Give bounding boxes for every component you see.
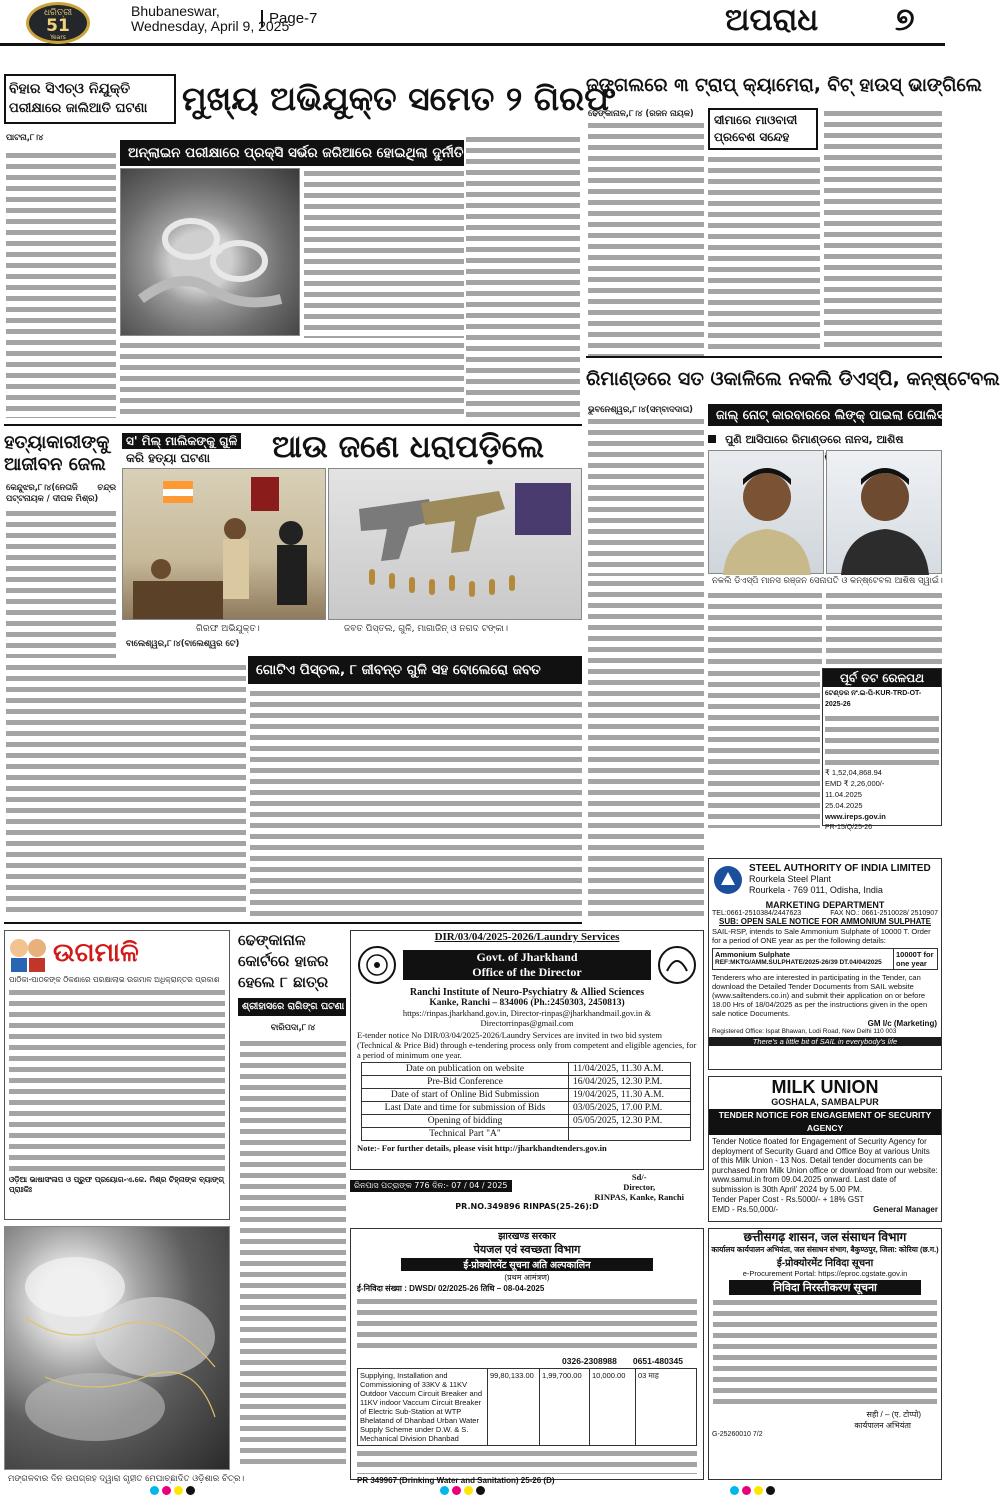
- tender-code: DIR/03/04/2025-2026/Laundry Services: [434, 931, 620, 943]
- handcuff-icon: [121, 169, 301, 337]
- subhead-text: ଗୋଟିଏ ପିସ୍ତଲ, ୮ ଜୀବନ୍ତ ଗୁଳି ସହ ବୋଲେରୋ ଜବତ: [256, 662, 541, 678]
- ad-notice: ई-प्रोक्योरमेंट निविदा सूचना: [776, 1258, 874, 1269]
- schedule-event: Date of start of Online Bid Submission: [362, 1089, 569, 1102]
- story1-kicker: [4, 74, 176, 124]
- schedule-date: 16/04/2025, 12.30 P.M.: [569, 1076, 691, 1089]
- story4-kicker: [122, 430, 272, 466]
- story6-headline: [238, 930, 346, 996]
- emd-amount: 2,26,000/-: [850, 779, 885, 788]
- ad-code: PR-15/Q/25-26: [825, 824, 873, 831]
- logo-top-text: ଧରିତ୍ରୀ: [43, 8, 73, 18]
- phone-number: 0326-2308988: [562, 1356, 617, 1366]
- story3-dateline: [6, 482, 116, 506]
- schedule-date: 05/05/2025, 12.30 P.M.: [569, 1115, 691, 1128]
- bullet-icon: [708, 435, 716, 443]
- ad-code: G-25260010 7/2: [712, 1431, 763, 1438]
- story2-headline: [586, 70, 982, 104]
- bullet-text: ପୁଣି ଆସିପାରେ ରିମାଣ୍ଡରେ ନାନସ, ଆଶିଷ: [725, 433, 904, 446]
- attempt-label: (प्रथम आमंत्रण): [504, 1273, 550, 1282]
- pr-number: PR 349967 (Drinking Water and Sanitation) 25-26 (D): [357, 1476, 555, 1485]
- headline-text: ରିମାଣ୍ଡରେ ସତ ଓକାଳିଲେ ନକଲି ଡିଏସ୍‌ପି, କନ୍‌ଷ୍ଟେବଲ: [586, 368, 1000, 390]
- rinpas-footer: [350, 1172, 704, 1226]
- story5-body-col1: [588, 404, 704, 576]
- ad-office: कार्यालय कार्यपालन अभियंता, जल संसाधन संभाग, बैकुण्ठपुर, जिला: कोरिया (छ.ग.): [711, 1245, 939, 1254]
- notice-subject: SUB: OPEN SALE NOTICE FOR AMMONIUM SULPHATE: [719, 917, 931, 926]
- dateline-text: ବାରିପଦା,୮।୪: [270, 1022, 316, 1032]
- arrest-photo: [122, 468, 326, 620]
- handcuffs-photo: [120, 168, 300, 336]
- police-photo-icon: [123, 469, 327, 621]
- story1-body-col4: [466, 134, 580, 420]
- signatory-office: RINPAS, Kanke, Ranchi: [594, 1192, 684, 1202]
- notice-body: Tenderers who are interested in participating in the Tender, can download the Detailed Tender Documents from SAIL website (www.sailtenders.co.in) and submit their application on or before 18.00 Hrs of 18/04/2025 as per the instructions given in the open sale notice Documents.: [712, 973, 928, 1018]
- logo-bottom-text: Years: [50, 34, 66, 41]
- schedule-event: Last Date and time for submission of Bids: [362, 1102, 569, 1115]
- milk-union-ad: [708, 1076, 942, 1222]
- schedule-event: Pre-Bid Conference: [362, 1076, 569, 1089]
- kicker-text: ଶ୍ରୀହାସରେ ରାଗିଙ୍ଗ ଘଟଣା: [242, 1001, 345, 1012]
- chhattisgarh-ad: [708, 1228, 942, 1480]
- estimated-cost: 99,80,133.00: [488, 1369, 540, 1445]
- city: Bhubaneswar,: [131, 3, 220, 19]
- department: पेयजल एवं स्वच्छता विभाग: [473, 1244, 581, 1256]
- story2-boxhead: [708, 108, 818, 150]
- govt-name: झारखण्ड सरकार: [498, 1231, 556, 1242]
- notice-body: Tender Notice floated for Engagement of Security Agency for deployment of Security Guard and Office Boy at various Units of this Milk Union - 13 Nos. Detail tender documents can be purchased from Milk Union office or download from our website: www.samul.in from 09.04.2025 onward. Last date of submission is 30th April' 2024 by 5.00 PM.: [712, 1137, 938, 1194]
- company-address: Rourkela - 769 011, Odisha, India: [749, 885, 883, 895]
- cartoon-character-icon: [5, 932, 49, 974]
- kicker-line: ସ' ମିଲ୍ ମାଲିକଙ୍କୁ ଗୁଳି: [122, 433, 241, 449]
- signature: Sd/-: [631, 1172, 647, 1182]
- work-duration: 03 माह: [638, 1371, 659, 1380]
- reference-number: REF:MKTG/AMM.SULPHATE/2025-26/39 DT.04/04/2025: [715, 959, 882, 966]
- subhead-text: ଜାଲ୍ ନୋଟ୍ କାରବାରରେ ଲିଙ୍କ୍ ପାଇଲା ପୋଲିସ: [716, 407, 945, 422]
- product-name: Ammonium Sulphate: [715, 950, 791, 959]
- tender-number: ଟେଣ୍ଡର ନଂ.ଇ-ପି-KUR-TRD-OT-2025-26: [825, 690, 922, 708]
- story4-body-col1: [6, 662, 246, 918]
- story4-dateline-row: [122, 638, 582, 656]
- newspaper-logo: [26, 2, 90, 44]
- emd-label: EMD ₹: [825, 779, 851, 788]
- section-title: ଅପରାଧ: [725, 2, 819, 38]
- schedule-row: [362, 1115, 691, 1128]
- signatory-title: कार्यपालन अभियंता: [854, 1421, 911, 1430]
- map-caption: ମଙ୍ଗଳବାର ଦିନ ଉପଗ୍ରହ ଦ୍ୱାରା ଗୃହୀତ ମେଘାଚ୍ଛାଦିତ ଓଡ଼ିଶାର ଚିତ୍ର।: [8, 1474, 245, 1484]
- ad-subtitle: TENDER NOTICE FOR ENGAGEMENT OF SECURITY AGENCY: [709, 1109, 941, 1135]
- notice-body: SAIL-RSP, intends to Sale Ammonium Sulphate of 10000 T. Order for a period of ONE year as per the following details:: [712, 927, 931, 945]
- signatory: सही / – (ए. टोप्पो): [866, 1410, 921, 1419]
- institute-name: Ranchi Institute of Neuro-Psychiatry & Allied Sciences: [409, 987, 645, 998]
- ad-body: [825, 713, 939, 765]
- dateline-text: ଢେଙ୍କାନାଳ,୮।୪ (ରଜନ ନାୟକ): [588, 108, 694, 118]
- masthead: [0, 0, 945, 46]
- ad-title: ପୂର୍ବ ତଟ ରେଳପଥ: [823, 669, 941, 687]
- plant-name: Rourkela Steel Plant: [749, 874, 832, 884]
- person-portrait-icon: [709, 451, 825, 575]
- schedule-date: [569, 1128, 691, 1141]
- story4-headline: [272, 424, 582, 472]
- story1-body-col1: [6, 150, 116, 418]
- story4-body-col2: [250, 688, 582, 918]
- sail-logo-icon: [713, 865, 743, 895]
- story5-body-col3: [708, 590, 822, 664]
- story6-dateline: [240, 1022, 346, 1036]
- tender-notes: [357, 1448, 697, 1474]
- schedule-event: Opening of bidding: [362, 1115, 569, 1128]
- pr-number: PR.NO.349896 RINPAS(25-26):D: [455, 1202, 599, 1211]
- tender-amount: 1,52,04,868.94: [831, 768, 882, 777]
- schedule-row: [362, 1076, 691, 1089]
- schedule-event: Technical Part "A": [362, 1128, 569, 1141]
- story5-body-col4: [826, 590, 942, 664]
- dateline-text: ବାଲେଶ୍ୱର,୮।୪(ବାଲେଶ୍ୱର ଟେ): [126, 638, 240, 648]
- page-number: Page-7: [261, 10, 317, 27]
- story3-body: [6, 508, 116, 658]
- headline-text: ହତ୍ୟାକାରୀଙ୍କୁ ଆଜୀବନ ଜେଲ: [4, 432, 110, 475]
- date: Wednesday, April 9, 2025: [131, 18, 290, 34]
- jharkhand-water-tender-ad: [350, 1228, 704, 1485]
- tender-reference: ई-निविदा संख्या : DWSD/ 02/2025-26 तिथि – 08-04-2025: [357, 1284, 545, 1293]
- ugamali-column: [4, 930, 230, 1220]
- story6-kicker: [238, 998, 346, 1016]
- story5-headline: [586, 360, 1000, 400]
- satellite-image: [4, 1226, 230, 1470]
- column-subtitle: ପାଠିକା-ପାଠକଙ୍କ ଠିକଣାରେ ପରକ୍ଷାଲାଭ ଉଗମାଳ ଅଧିକ୍ରାନ୍ତର ପ୍ରକାଶ: [9, 975, 220, 984]
- jharkhand-emblem-icon: [357, 945, 397, 985]
- print-registration-marks: [440, 1486, 485, 1495]
- story2-body-col2: [708, 154, 820, 352]
- pistol-bullets-icon: [329, 469, 583, 621]
- photo-caption: ଜବତ ପିସ୍ତଲ, ଗୁଳି, ମାଗାଜିନ୍ ଓ ନଗଦ ଟଙ୍କା।: [344, 624, 509, 634]
- institute-address: Kanke, Ranchi – 834006 (Ph.:2450303, 2450813): [429, 998, 625, 1008]
- divider: [586, 356, 942, 358]
- ad-date: 11.04.2025: [825, 790, 862, 799]
- divider: [4, 922, 582, 924]
- headline-text: ଢେଙ୍କାନାଳ କୋର୍ଟରେ ହାଜର ହେଲେ ୮ ଛାତ୍ର: [238, 931, 329, 991]
- fax: FAX NO.: 0661-2510028/ 2510907: [830, 910, 938, 917]
- registered-office: Registered Office: Ispat Bhawan, Lodi Road, New Delhi 110 003: [712, 1028, 897, 1035]
- schedule-row: [362, 1128, 691, 1141]
- cloud-cover-map-icon: [5, 1227, 231, 1471]
- rinpas-logo-icon: [657, 945, 697, 985]
- kicker-line: କରି ହତ୍ୟା ଘଟଣା: [126, 451, 210, 465]
- story5-bullet: [708, 428, 942, 446]
- tender-note: Note:- For further details, please visit http://jharkhandtenders.gov.in: [357, 1143, 607, 1153]
- person-portrait-icon: [827, 451, 943, 575]
- notice-title: ई-प्रोक्योरमेंट सूचना अति अल्पकालिन: [401, 1258, 653, 1271]
- telephone: TEL:0661-2510384/2447623: [712, 910, 802, 917]
- department: MARKETING DEPARTMENT: [765, 900, 885, 910]
- phone-number: 0651-480345: [632, 1356, 683, 1366]
- ad-place: GOSHALA, SAMBALPUR: [771, 1097, 879, 1107]
- ad-body: [713, 1297, 937, 1407]
- photo-caption: ନକଲି ଡିଏସ୍‌ପି ମାନସ ରଞ୍ଜନ ସେନାପତି ଓ କନ୍‌ଷ୍ଟେବଲ ଆଶିଷ ସ୍ୱାଇଁ।: [712, 576, 943, 586]
- logo-number: 51: [46, 16, 70, 36]
- earnest-money: 1,99,700.00: [540, 1369, 590, 1445]
- subhead-text: ଅନ୍‌ଲାଇନ ପରୀକ୍ଷାରେ ପ୍ରକ୍ସି ସର୍ଭର ଜରିଆରେ ହୋଇଥିଲା ଦୁର୍ନୀତି: [128, 145, 464, 161]
- patrank: ରିନପାସ ପତ୍ରାଙ୍କ 776 ଦିନ:- 07 / 04 / 2025: [350, 1180, 512, 1192]
- headline-text: ଜଙ୍ଗଲରେ ୩ ଟ୍ରାପ୍ କ୍ୟାମେରା, ବିଟ୍ ହାଉସ୍ ଭାଙ୍ଗିଲେ: [586, 75, 982, 96]
- story1-headline: [182, 70, 616, 130]
- rinpas-tender-ad: [350, 930, 704, 1170]
- story3-headline: [4, 432, 116, 478]
- schedule-row: [362, 1102, 691, 1115]
- kicker-line: ପରୀକ୍ଷାରେ ଜାଲିଆତି ଘଟଣା: [9, 101, 148, 116]
- story5-subhead: [708, 404, 945, 426]
- story1-body-col3: [120, 340, 464, 420]
- company-name: STEEL AUTHORITY OF INDIA LIMITED: [749, 863, 931, 874]
- tender-schedule-table: [361, 1062, 691, 1141]
- story4-subhead: [248, 656, 582, 684]
- work-description: Supplying, Installation and Commissioning of 33KV & 11KV Outdoor Vaccum Circuit Breaker and 11KV indoor Vaccum Circuit Breaker of Electric Sub-Station at WTP Bhelatand of Dhanbad Urban Water Supply Scheme under D.W. & S. Mechanical Division Dhanbad: [358, 1369, 488, 1445]
- boxhead-text: ସୀମାରେ ମାଓବାଦୀ ପ୍ରବେଶ ସନ୍ଦେହ: [714, 113, 798, 144]
- dateline-text: ଭୁବନେଶ୍ୱର,୮।୪(ସମ୍ବାଦଦାତା): [588, 404, 693, 414]
- ad-date: 25.04.2025: [825, 801, 863, 810]
- sail-ad: [708, 858, 942, 1070]
- east-coast-railway-ad: [822, 668, 942, 831]
- ad-title: MILK UNION: [771, 1077, 879, 1097]
- tender-details: [357, 1296, 697, 1354]
- column-body: [5, 985, 229, 1175]
- tagline: There's a little bit of SAIL in everybody's life: [709, 1037, 941, 1046]
- story2-body-col1: [588, 108, 704, 356]
- schedule-date: 11/04/2025, 11.30 A.M.: [569, 1063, 691, 1076]
- schedule-row: [362, 1089, 691, 1102]
- institute-web[interactable]: https://rinpas.jharkhand.gov.in, Director-rinpas@jharkhandmail.gov.in & Directorrinpas@gmail.com: [402, 1008, 652, 1028]
- cancellation-banner: निविदा निरस्तीकरण सूचना: [729, 1280, 921, 1295]
- story1-body-col2: [304, 168, 464, 338]
- story5-body-col5: [708, 668, 820, 828]
- office-name: Office of the Director: [472, 965, 582, 979]
- photo-caption: ଗିରଫ ଅଭିଯୁକ୍ତ।: [196, 624, 260, 634]
- tender-fee: Tender Paper Cost - Rs.5000/- + 18% GST: [712, 1195, 865, 1204]
- story1-subhead: [120, 140, 464, 166]
- page-number-odia: ୭: [895, 0, 915, 38]
- tender-intro: E-tender notice No DIR/03/04/2025-2026/Laundry Services are invited in two bid system (Technical & Price Bid) through e-tendering process only from competent and eligible agencies, for a period of minimum one year.: [357, 1030, 697, 1060]
- schedule-event: Date on publication on website: [362, 1063, 569, 1076]
- ad-portal[interactable]: e-Procurement Portal: https://eproc.cgstate.gov.in: [742, 1269, 908, 1278]
- story5-body-col2: [588, 578, 704, 916]
- seized-items-photo: [328, 468, 582, 620]
- govt-name: Govt. of Jharkhand: [476, 950, 578, 964]
- print-registration-marks: [730, 1486, 775, 1495]
- story6-body: [240, 1038, 346, 1470]
- accused-photo-1: [708, 450, 824, 574]
- kicker-line: ବିହାର ସିଏଚ୍ଓ ନିଯୁକ୍ତି: [9, 81, 131, 97]
- ad-title: छत्तीसगढ़ शासन, जल संसाधन विभाग: [743, 1230, 907, 1244]
- column-title: ଉଗମାଳି: [53, 937, 139, 968]
- column-footer: ଓଡ଼ିଆ ଭାଷାସଂଳାପ ଓ ପ୍ରୁଫ ପ୍ରୟୋଗ-ଏ.କେ. ମିଶ୍ର ଚିହ୍ନାଙ୍କ ବ୍ୟାଙ୍ଗ୍ ପ୍ରାଃକିଃ: [9, 1175, 225, 1194]
- quantity: 10000T for one year: [893, 949, 937, 969]
- signatory: GM I/c (Marketing): [867, 1019, 937, 1028]
- story1-dateline: [6, 132, 118, 146]
- ad-website[interactable]: www.ireps.gov.in: [825, 812, 886, 821]
- accused-photo-2: [826, 450, 942, 574]
- dateline-text: କେନ୍ଦୁଝର,୮।୪(ନେତାଜି ଚନ୍ଦ୍ର ପଟ୍ଟନାୟକ / ଦୀପକ ମିଶ୍ର): [6, 482, 116, 503]
- print-registration-marks: [150, 1486, 195, 1495]
- dateline-text: ପାଟନା,୮।୪: [6, 132, 44, 142]
- schedule-date: 19/04/2025, 11.30 A.M.: [569, 1089, 691, 1102]
- schedule-row: [362, 1063, 691, 1076]
- amount-label: ₹: [825, 768, 832, 777]
- story2-body-col3: [824, 108, 942, 352]
- headline-text: ମୁଖ୍ୟ ଅଭିଯୁକ୍ତ ସମେତ ୨ ଗିରଫ: [182, 79, 616, 118]
- signatory: General Manager: [873, 1205, 938, 1214]
- schedule-date: 03/05/2025, 17.00 P.M.: [569, 1102, 691, 1115]
- tender-fee: 10,000.00: [590, 1369, 636, 1445]
- headline-text: ଆଉ ଜଣେ ଧରାପଡ଼ିଲେ: [272, 429, 545, 465]
- emd-amount: EMD - Rs.50,000/-: [712, 1205, 779, 1214]
- signatory-title: Director,: [623, 1182, 656, 1192]
